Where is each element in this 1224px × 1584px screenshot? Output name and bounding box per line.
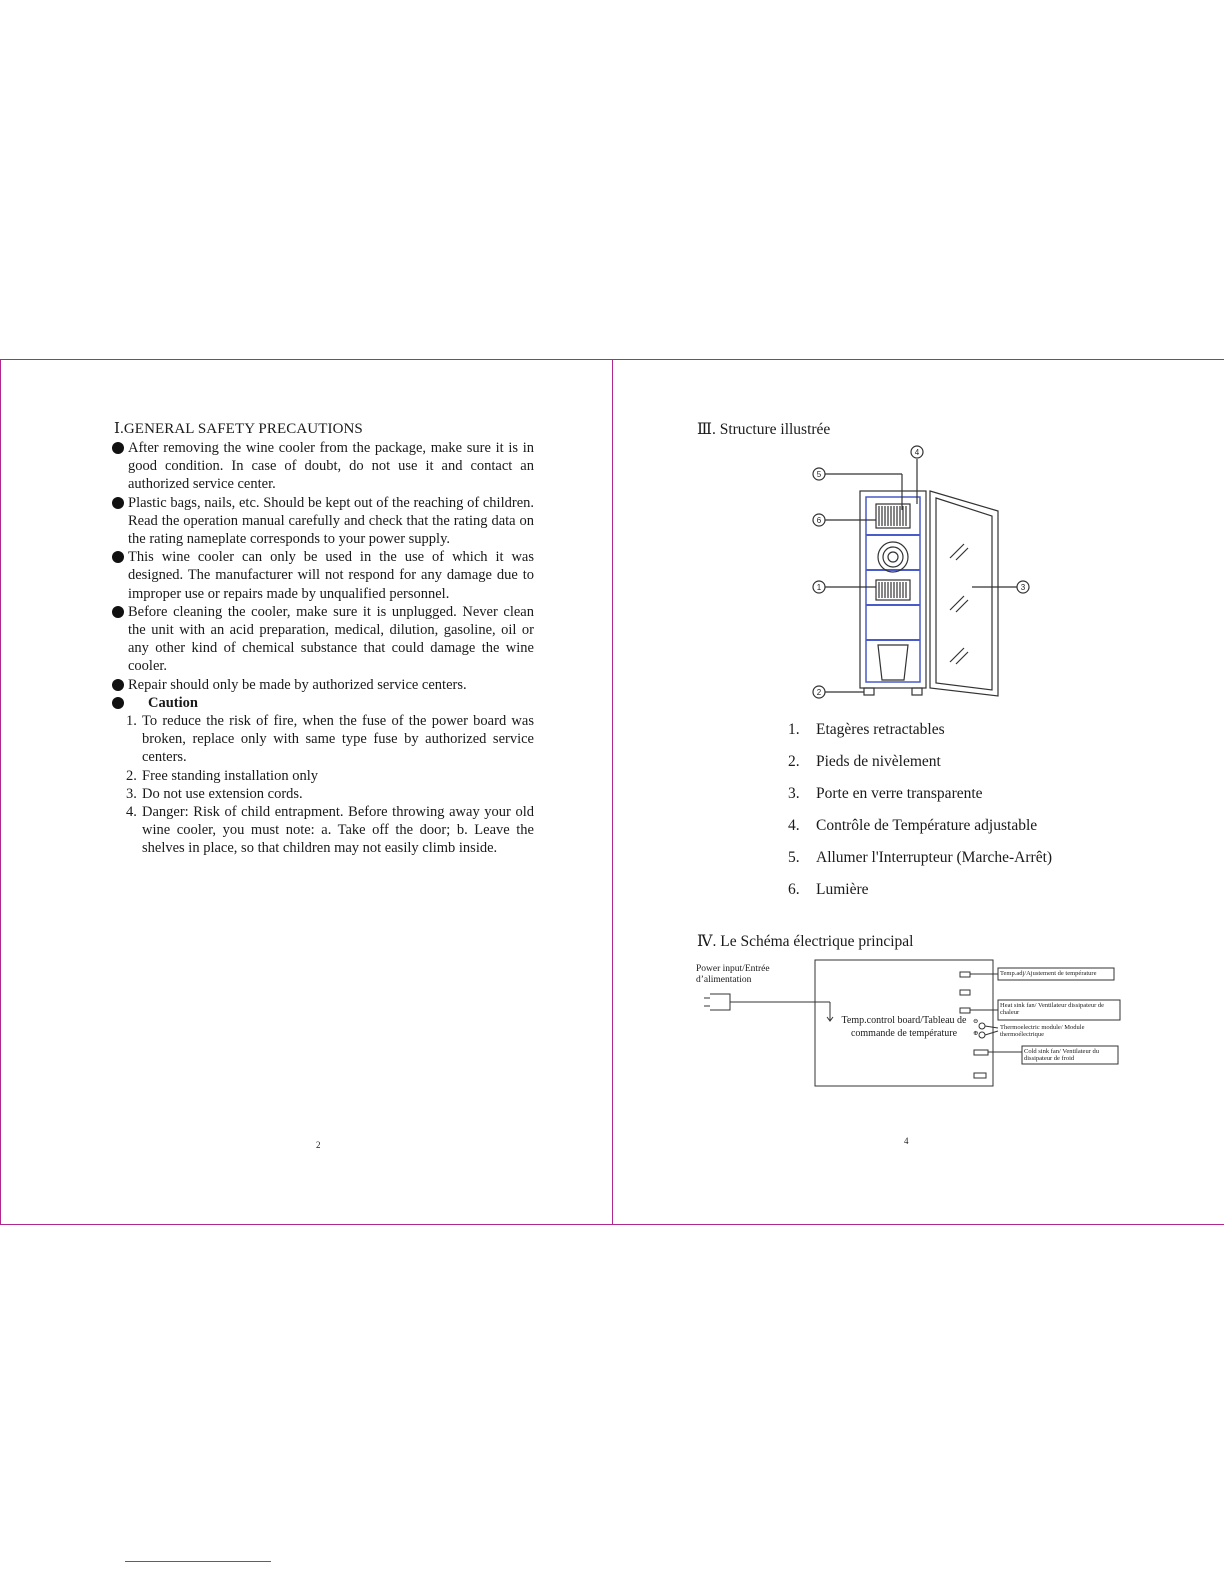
control-board-label: Temp.control board/Tableau de commande de température — [841, 1015, 967, 1039]
callout-3-label: 3 — [1020, 583, 1026, 592]
parts-list-item: 1. Etagères retractables — [788, 721, 945, 738]
thermo-module-label: Thermoelectric module/ Module thermoélectrique — [1000, 1024, 1085, 1038]
parts-list — [788, 720, 1052, 912]
caution-heading: Caution — [112, 694, 534, 712]
footer-link-underline — [125, 1561, 271, 1562]
power-plug — [710, 994, 730, 1010]
page-number-left: 2 — [316, 1140, 321, 1150]
bullet-dot-icon — [112, 551, 124, 563]
foot-right — [912, 688, 922, 695]
safety-bullets — [112, 439, 534, 858]
page-number-right: 4 — [904, 1136, 909, 1146]
power-input-label: Power input/Entrée d’alimentation — [696, 964, 770, 985]
parts-list-item: 5. Allumer l'Interrupteur (Marche-Arrêt) — [788, 849, 1053, 866]
bottle-holder — [878, 645, 908, 680]
left-page — [0, 360, 612, 1226]
safety-bullet: Before cleaning the cooler, make sure it is unplugged. Never clean the unit with an acid preparation, medical, dilution, gasoline, oil or any other kind of chemical substance that could damage the wine cooler. — [112, 603, 534, 676]
bullet-dot-icon — [112, 679, 124, 691]
caution-list — [112, 712, 534, 858]
heat-sink-fan-label: Heat sink fan/ Ventilateur dissipateur de chaleur — [1000, 1002, 1105, 1016]
bullet-dot-icon — [112, 497, 124, 509]
manual-spread — [0, 359, 1224, 1225]
bullet-dot-icon — [112, 606, 124, 618]
safety-section-title: Ⅰ.GENERAL SAFETY PRECAUTIONS — [114, 421, 363, 437]
parts-list-item: 6. Lumière — [788, 881, 869, 898]
parts-list-item: 2. Pieds de nivèlement — [788, 753, 941, 770]
minus-terminal-icon: ⊖ — [973, 1018, 979, 1025]
caution-item: 4. Danger: Risk of child entrapment. Before throwing away your old wine cooler, you must note: a. Take off the door; b. Leave the shelves in place, so that children may not easily climb inside. — [126, 804, 534, 857]
callout-5-label: 5 — [816, 470, 822, 479]
callout-4-label: 4 — [914, 448, 920, 457]
safety-bullet: Repair should only be made by authorized service centers. — [112, 676, 534, 694]
parts-list-item: 4. Contrôle de Température adjustable — [788, 817, 1038, 834]
wine-cooler-diagram — [792, 440, 1052, 720]
schema-section-title: Ⅳ. Le Schéma électrique principal — [697, 933, 914, 950]
top-heatsink — [876, 504, 910, 528]
safety-bullet: Plastic bags, nails, etc. Should be kept out of the reaching of children. Read the operation manual carefully and check that the rating data on the rating nameplate corresponds to your power supply. — [112, 494, 534, 549]
safety-bullet: After removing the wine cooler from the package, make sure it is in good condition. In case of doubt, do not use it and contact an authorized service center. — [112, 439, 534, 494]
parts-list-item: 3. Porte en verre transparente — [788, 785, 983, 802]
foot-left — [864, 688, 874, 695]
caution-item: 3. Do not use extension cords. — [126, 785, 303, 802]
structure-section-title: Ⅲ. Structure illustrée — [697, 421, 831, 438]
caution-item: 1. To reduce the risk of fire, when the fuse of the power board was broken, replace only with same type fuse by authorized service centers. — [126, 713, 534, 766]
temp-adj-label: Temp.adj/Ajustement de température — [1000, 970, 1097, 977]
lower-heatsink — [876, 580, 910, 600]
caution-item: 2. Free standing installation only — [126, 767, 318, 784]
callout-6-label: 6 — [816, 516, 822, 525]
inner-liner — [866, 497, 920, 682]
bullet-dot-icon — [112, 697, 124, 709]
bullet-dot-icon — [112, 442, 124, 454]
glass-door — [930, 491, 998, 696]
callout-2-label: 2 — [816, 688, 822, 697]
right-page — [612, 360, 1224, 1226]
safety-bullet: This wine cooler can only be used in the use of which it was designed. The manufacturer will not respond for any damage due to improper use or repairs made by unqualified personnel. — [112, 548, 534, 603]
door-frame — [936, 498, 992, 690]
callout-1-label: 1 — [816, 583, 822, 592]
cold-sink-fan-label: Cold sink fan/ Ventilateur du dissipateur de froid — [1024, 1048, 1099, 1062]
plus-terminal-icon: ⊕ — [973, 1030, 979, 1037]
